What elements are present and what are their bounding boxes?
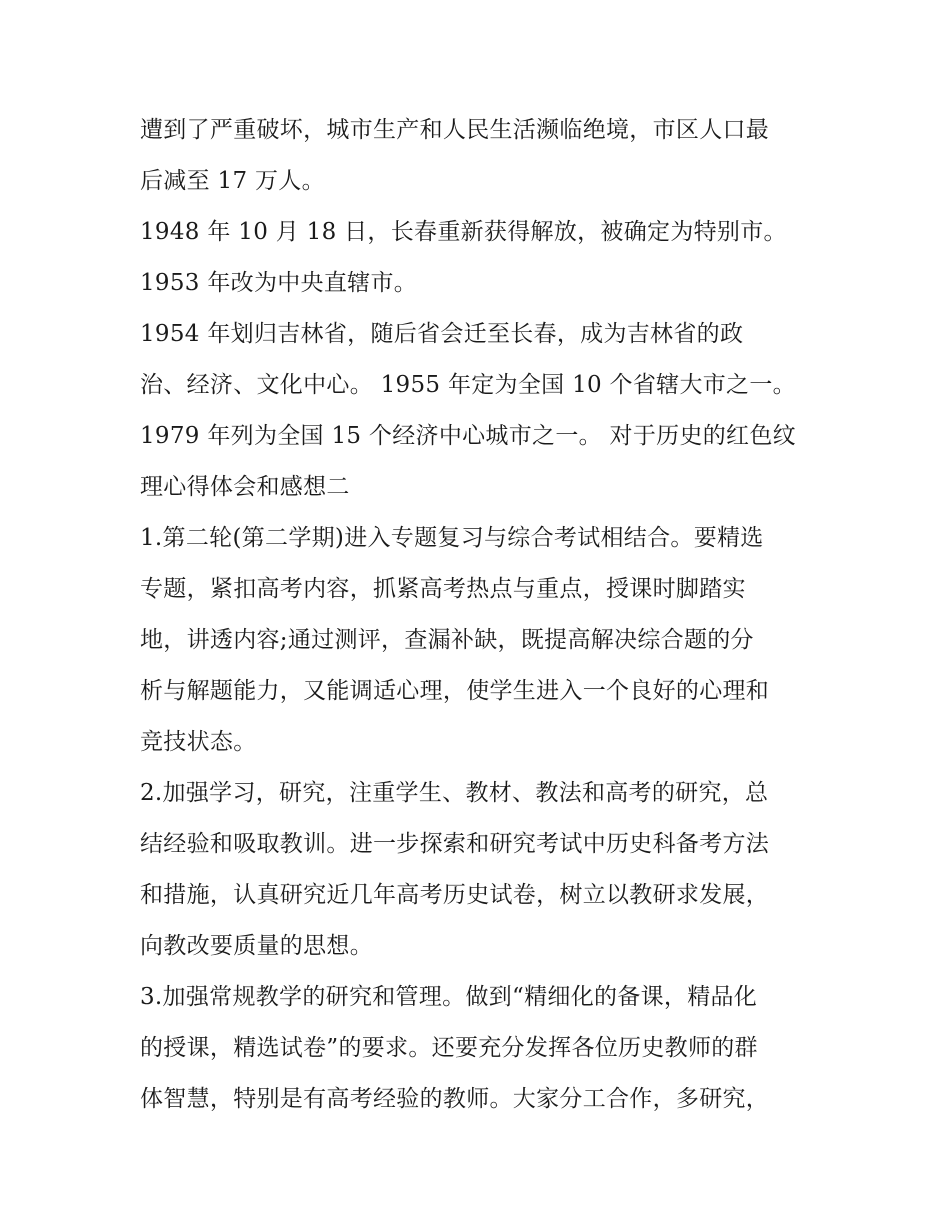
text-line: 向教改要质量的思想。 [140,933,373,959]
text-line: 和措施，认真研究近几年高考历史试卷，树立以教研求发展， [140,882,770,908]
text-line: 治、经济、文化中心。 1955 年定为全国 10 个省辖大市之一。 [140,372,796,398]
text-line: 的授课，精选试卷”的要求。还要充分发挥各位历史教师的群 [140,1035,758,1061]
text-line: 1979 年列为全国 15 个经济中心城市之一。 对于历史的红色纹 [140,423,796,449]
text-line: 3.加强常规教学的研究和管理。做到“精细化的备课，精品化 [140,984,758,1010]
text-line: 1948 年 10 月 18 日，长春重新获得解放，被确定为特别市。 [140,219,787,245]
document-body [140,105,820,1125]
text-line: 遭到了严重破坏，城市生产和人民生活濒临绝境，市区人口最 [140,117,770,143]
text-line: 2.加强学习，研究，注重学生、教材、教法和高考的研究，总 [140,780,769,806]
text-line: 1953 年改为中央直辖市。 [140,270,418,296]
text-line: 竞技状态。 [140,729,257,755]
text-line: 专题，紧扣高考内容，抓紧高考热点与重点，授课时脚踏实 [140,576,746,602]
text-line: 1.第二轮(第二学期)进入专题复习与综合考试相结合。要精选 [140,525,764,551]
text-line: 结经验和吸取教训。进一步探索和研究考试中历史科备考方法 [140,831,770,857]
text-line: 1954 年划归吉林省，随后省会迁至长春，成为吉林省的政 [140,321,744,347]
text-line: 理心得体会和感想二 [140,474,350,500]
text-line: 地，讲透内容;通过测评，查漏补缺，既提高解决综合题的分 [140,627,754,653]
text-line: 后减至 17 万人。 [140,168,325,194]
text-line: 体智慧，特别是有高考经验的教师。大家分工合作，多研究， [140,1086,770,1112]
text-line: 析与解题能力，又能调适心理，使学生进入一个良好的心理和 [140,678,770,704]
